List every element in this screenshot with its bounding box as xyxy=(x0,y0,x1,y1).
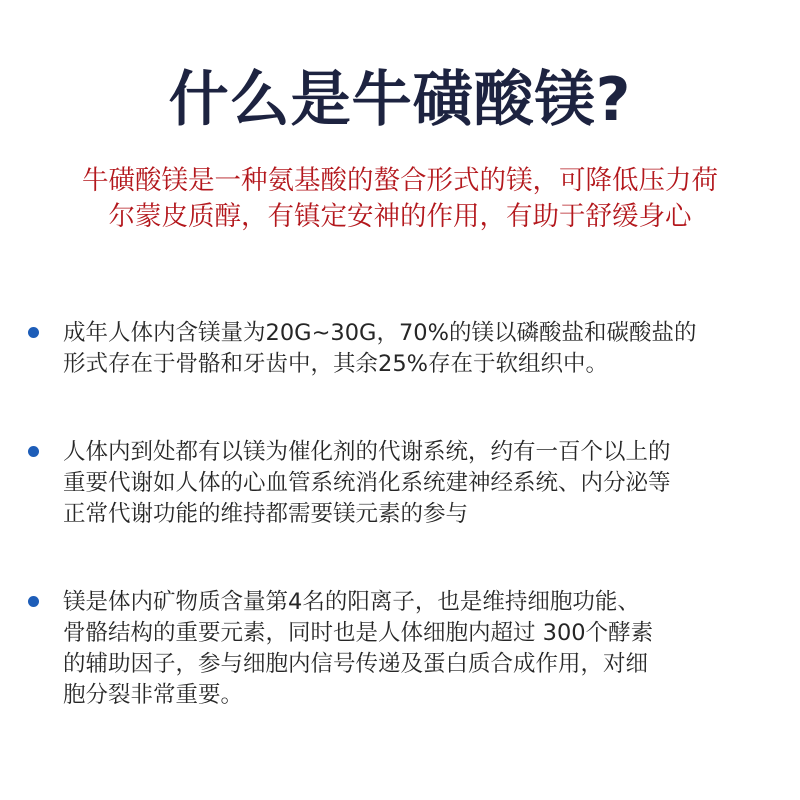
bullet-line: 成年人体内含镁量为20G~30G，70%的镁以磷酸盐和碳酸盐的 xyxy=(63,320,697,346)
bullet-dot-icon xyxy=(28,596,39,607)
bullet-text xyxy=(63,318,768,380)
bullet-line: 正常代谢功能的维持都需要镁元素的参与 xyxy=(63,501,469,527)
subtitle-line: 尔蒙皮质醇，有镇定安神的作用，有助于舒缓身心 xyxy=(108,201,692,232)
bullet-line: 人体内到处都有以镁为催化剂的代谢系统，约有一百个以上的 xyxy=(63,439,671,465)
bullet-line: 的辅助因子，参与细胞内信号传递及蛋白质合成作用，对细 xyxy=(63,651,649,677)
subtitle-line: 牛磺酸镁是一种氨基酸的螯合形式的镁，可降低压力荷 xyxy=(82,165,718,196)
bullet-line: 重要代谢如人体的心血管系统消化系统建神经系统、内分泌等 xyxy=(63,470,671,496)
bullet-dot-icon xyxy=(28,446,39,457)
bullet-text xyxy=(63,437,768,530)
page-title: 什么是牛磺酸镁? xyxy=(168,65,632,135)
bullet-text xyxy=(63,587,768,711)
bullet-line: 镁是体内矿物质含量第4名的阳离子，也是维持细胞功能、 xyxy=(63,589,640,615)
subtitle-block xyxy=(40,163,760,235)
bullet-line: 胞分裂非常重要。 xyxy=(63,682,244,708)
bullet-dot-icon xyxy=(28,327,39,338)
bullet-line: 骨骼结构的重要元素，同时也是人体细胞内超过 300个酵素 xyxy=(63,620,654,646)
bullet-line: 形式存在于骨骼和牙齿中，其余25%存在于软组织中。 xyxy=(63,351,609,377)
